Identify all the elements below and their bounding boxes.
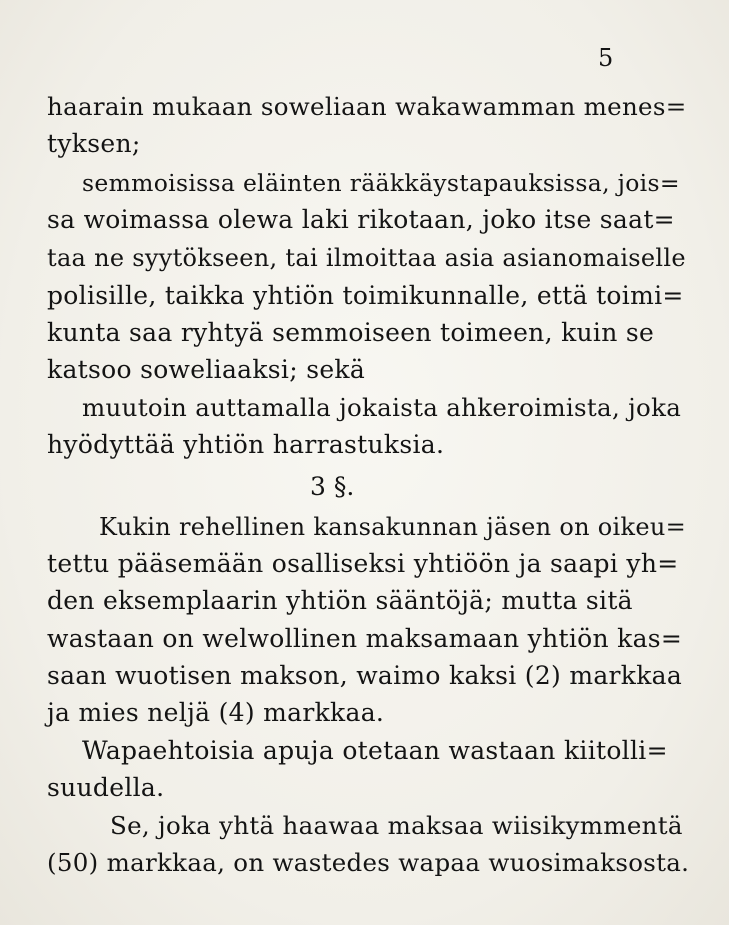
text-line: Wapaehtoisia apuja otetaan wastaan kiitolli= — [82, 736, 668, 765]
section-heading: 3 §. — [310, 472, 355, 501]
text-line: ja mies neljä (4) markkaa. — [47, 698, 385, 727]
text-line: Kukin rehellinen kansakunnan jäsen on oikeu= — [99, 513, 687, 541]
text-line: katsoo soweliaaksi; sekä — [47, 355, 366, 384]
text-line: den eksemplaarin yhtiön sääntöjä; mutta sitä — [47, 586, 633, 615]
text-line: (50) markkaa, on wastedes wapaa wuosimaksosta. — [47, 848, 690, 877]
text-line: polisille, taikka yhtiön toimikunnalle, että toimi= — [47, 281, 684, 310]
text-line: tettu pääsemään osalliseksi yhtiöön ja saapi yh= — [47, 549, 679, 578]
text-line: sa woimassa olewa laki rikotaan, joko itse saat= — [47, 205, 675, 234]
text-line: haarain mukaan soweliaan wakawamman menes= — [47, 92, 687, 121]
text-line: saan wuotisen makson, waimo kaksi (2) markkaa — [47, 661, 683, 690]
text-line: taa ne syytökseen, tai ilmoittaa asia asianomaiselle — [47, 244, 686, 272]
text-line: suudella. — [47, 773, 165, 802]
text-line: hyödyttää yhtiön harrastuksia. — [47, 430, 445, 459]
text-line: semmoisissa eläinten rääkkäystapauksissa, jois= — [82, 169, 680, 197]
page-number: 5 — [598, 44, 614, 72]
text-line: wastaan on welwollinen maksamaan yhtiön kas= — [47, 624, 683, 653]
text-line: Se, joka yhtä haawaa maksaa wiisikymmentä — [110, 811, 683, 840]
text-line: muutoin auttamalla jokaista ahkeroimista, joka — [82, 393, 682, 422]
text-line: kunta saa ryhtyä semmoiseen toimeen, kuin se — [47, 318, 655, 347]
text-line: tyksen; — [47, 129, 141, 158]
